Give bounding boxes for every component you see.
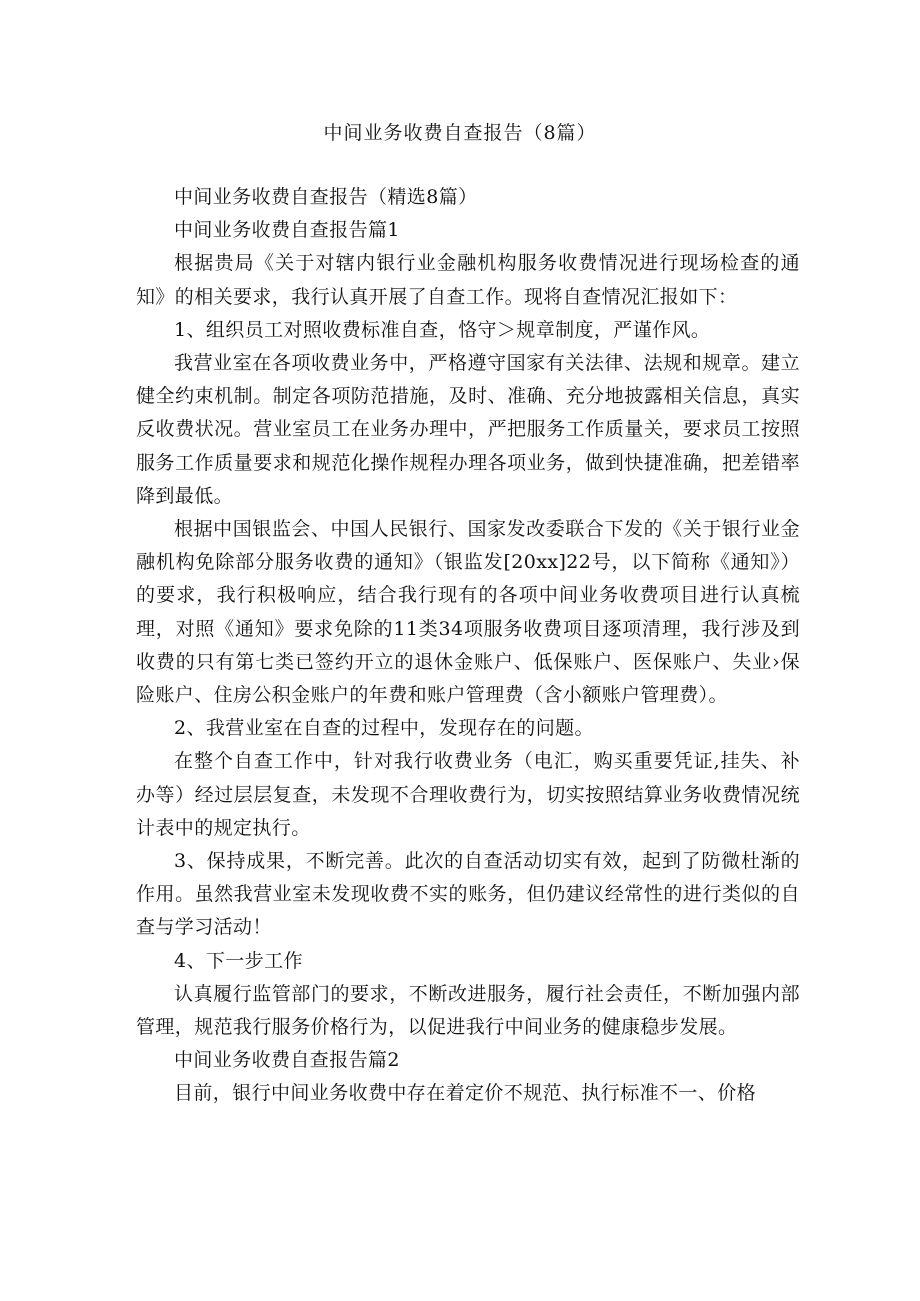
paragraph-item-1-detail: 我营业室在各项收费业务中，严格遵守国家有关法律、法规和规章。建立健全约束机制。制定各项防范措施，及时、准确、充分地披露相关信息，真实反收费状况。营业室员工在业务办理中，严把服务工作质量关，要求员工按照服务工作质量要求和规范化操作规程办理各项业务，做到快捷准确，把差错率降到最低。: [136, 352, 800, 507]
paragraph-item-2-detail: 在整个自查工作中，针对我行收费业务（电汇，购买重要凭证,挂失、补办等）经过层层复查，未发现不合理收费行为，切实按照结算业务收费情况统计表中的规定执行。: [136, 750, 800, 839]
paragraph-intro: 根据贵局《关于对辖内银行业金融机构服务收费情况进行现场检查的通知》的相关要求，我行认真开展了自查工作。现将自查情况汇报如下：: [136, 252, 800, 308]
document-body: [136, 181, 800, 1111]
paragraph-item-1: 1、组织员工对照收费标准自查，恪守＞规章制度，严谨作风。: [174, 318, 711, 341]
paragraph-subtitle: 中间业务收费自查报告（精选8篇）: [174, 186, 478, 208]
paragraph-item-4: 4、下一步工作: [174, 949, 303, 972]
paragraph-section-heading-2: 中间业务收费自查报告篇2: [174, 1049, 400, 1072]
paragraph-notice-response: 根据中国银监会、中国人民银行、国家发改委联合下发的《关于银行业金融机构免除部分服务收费的通知》（银监发[20xx]22号，以下简称《通知》）的要求，我行积极响应，结合我行现有的各项中间业务收费项目进行认真梳理，对照《通知》要求免除的11类34项服务收费项目逐项清理，我行涉及到收费的只有第七类已签约开立的退休金账户、低保账户、医保账户、失业›保险账户、住房公积金账户的年费和账户管理费（含小额账户管理费）。: [136, 518, 800, 707]
paragraph-item-2: 2、我营业室在自查的过程中，发现存在的问题。: [174, 717, 594, 740]
paragraph-section-2-intro: 目前，银行中间业务收费中存在着定价不规范、执行标准不一、价格: [174, 1082, 757, 1105]
document-title: 中间业务收费自查报告（8篇）: [323, 122, 597, 144]
paragraph-item-3: 3、保持成果，不断完善。此次的自查活动切实有效，起到了防微杜渐的作用。虽然我营业室未发现收费不实的账务，但仍建议经常性的进行类似的自查与学习活动！: [136, 850, 800, 939]
paragraph-section-heading-1: 中间业务收费自查报告篇1: [174, 219, 400, 242]
paragraph-item-4-detail: 认真履行监管部门的要求，不断改进服务，履行社会责任，不断加强内部管理，规范我行服务价格行为，以促进我行中间业务的健康稳步发展。: [136, 982, 800, 1039]
